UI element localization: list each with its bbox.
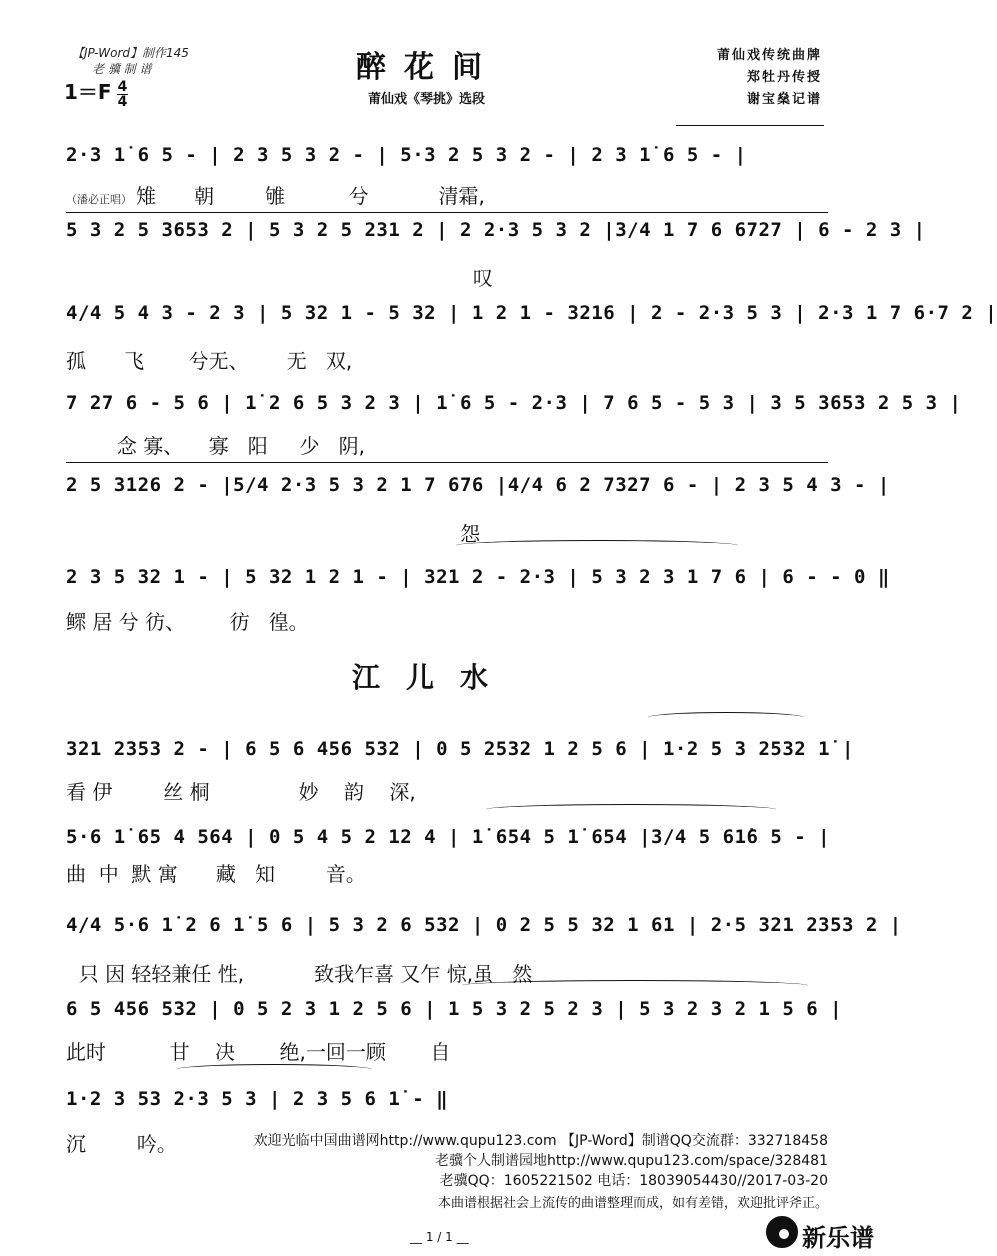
section-title: 江儿水 — [352, 661, 515, 694]
lyric-line-4: 念 寡、 寡 阳 少 阴, — [66, 434, 365, 458]
time-denominator: 4 — [117, 94, 128, 110]
staff-line-10: 6 5 456 532 | 0 5 2 3 1 2 5 6 | 1 5 3 2 5 2 3 | 5 3 2 3 2 1 5 6 | — [66, 998, 843, 1020]
staff-line-11: 1·2 3 53 2·3 5 3 | 2 3 5 6 1̇ - ‖ — [66, 1088, 449, 1110]
footer-line-2: 老骥个人制谱园地http://www.qupu123.com/space/328481 — [435, 1153, 828, 1169]
staff-line-7: 321 2353 2 - | 6 5 6 456 532 | 0 5 2532 1 2 5 6 | 1·2 5 3 2532 1̇ | — [66, 738, 854, 760]
credit-1: 莆仙戏传统曲牌 — [716, 48, 822, 63]
key-signature — [64, 76, 128, 109]
footer-line-4: 本曲谱根据社会上流传的曲谱整理而成，如有差错，欢迎批评斧正。 — [437, 1196, 828, 1211]
credit-2: 郑牡丹传授 — [746, 70, 822, 85]
footer-line-3: 老骥QQ：1605221502 电话：18039054430//2017-03-20 — [439, 1173, 828, 1189]
phrase-slur-2 — [648, 712, 804, 723]
staff-line-5: 2 5 3126 2 - |5/4 2·3 5 3 2 1 7 676 |4/4 6 2 7327 6 - | 2 3 5 4 3 - | — [66, 474, 890, 496]
credit-3: 谢宝燊记谱 — [746, 92, 822, 107]
time-numerator: 4 — [117, 79, 128, 95]
site-logo-text: 新乐谱 — [802, 1224, 874, 1252]
staff-line-2: 5 3 2 5 3653 2 | 5 3 2 5 231 2 | 2 2·3 5 3 2 |3/4 1 7 6 6727 | 6 - 2 3 | — [66, 219, 926, 241]
staff-line-3: 4/4 5 4 3 - 2 3 | 5 32 1 - 5 32 | 1 2 1 - 3216 | 2 - 2·3 5 3 | 2·3 1 7 6·7 2 | — [66, 302, 997, 324]
vinyl-record-icon — [766, 1216, 798, 1248]
page-subtitle: 莆仙戏《琴挑》选段 — [368, 92, 486, 107]
lyric-line-6: 鳏 居 兮 彷、 彷 徨。 — [66, 610, 309, 634]
slur-line — [676, 125, 824, 126]
staff-line-1: 2·3 1̇ 6 5 - | 2 3 5 3 2 - | 5·3 2 5 3 2 - | 2 3 1̇ 6 5 - | — [66, 144, 747, 166]
lyric-line-8: 曲 中 默 寓 藏 知 音。 — [66, 862, 366, 886]
footer-line-1: 欢迎光临中国曲谱网http://www.qupu123.com 【JP-Word】制谱QQ交流群：332718458 — [253, 1133, 828, 1149]
phrase-slur-4 — [462, 980, 808, 991]
lyric-line-7: 看 伊 丝 桐 妙 韵 深, — [66, 780, 416, 804]
key-label: 1＝F — [64, 80, 112, 104]
lyric-line-9: 只 因 轻轻兼任 性, 致我乍喜 又乍 惊,虽 然 — [66, 962, 533, 986]
staff-line-4: 7 27 6 - 5 6 | 1̇ 2 6 5 3 2 3 | 1̇ 6 5 - 2·3 | 7 6 5 - 5 3 | 3 5 3653 2 5 3 | — [66, 392, 962, 414]
staff-line-9: 4/4 5·6 1̇ 2 6 1̇ 5 6 | 5 3 2 6 532 | 0 2 5 5 32 1 61 | 2·5 321 2353 2 | — [66, 914, 902, 936]
singer-label: （潘必正唱） — [66, 193, 132, 206]
staff-line-8: 5·6 1̇ 65 4 564 | 0 5 4 5 2 12 4 | 1̇ 654 5 1̇ 654 |3/4 5 61̇6 5 - | — [66, 826, 831, 848]
lyric-line-10: 此时 甘 决 绝,一回一顾 自 — [66, 1040, 451, 1064]
time-signature — [117, 80, 129, 109]
lyric-line-1 — [66, 180, 826, 209]
lyric-line-3: 孤 飞 兮无、 无 双, — [66, 349, 353, 373]
lyric-text-1: 雉 朝 雊 兮 清霜, — [136, 184, 485, 208]
staff-line-6: 2 3 5 32 1 - | 5 32 1 2 1 - | 321 2 - 2·3 | 5 3 2 3 1 7 6 | 6 - - 0 ‖ — [66, 566, 890, 588]
phrase-slur-3 — [486, 804, 776, 815]
phrase-slur-5 — [176, 1064, 372, 1075]
page-number: __ 1 / 1 __ — [410, 1230, 469, 1244]
rule-line — [66, 212, 828, 213]
maker-label: 【JP-Word】制作145 — [72, 46, 189, 60]
lyric-line-2: 叹 — [66, 266, 493, 290]
page-number-text: 1 / 1 — [425, 1230, 453, 1244]
maker-name: 老 骥 制 谱 — [92, 62, 152, 76]
lyric-line-11: 沉 吟。 — [66, 1132, 177, 1156]
rule-line-2 — [66, 462, 828, 463]
phrase-slur — [456, 540, 738, 551]
page-title: 醉花间 — [356, 50, 500, 85]
lyric-line-5: 怨 — [66, 522, 481, 546]
